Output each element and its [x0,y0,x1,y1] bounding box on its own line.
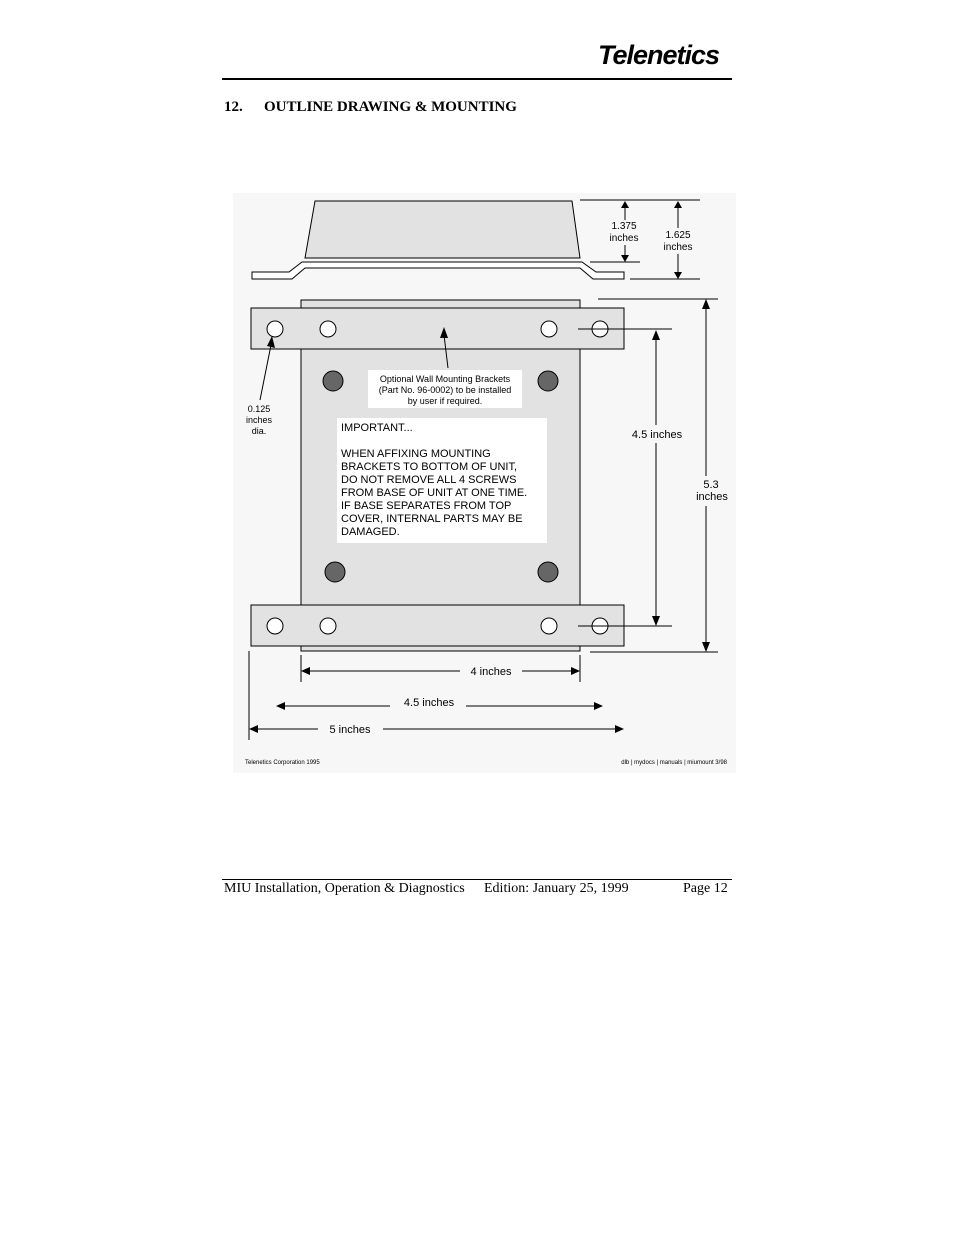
section-title: OUTLINE DRAWING & MOUNTING [264,99,517,115]
footer-doc-title: MIU Installation, Operation & Diagnostics [224,881,465,896]
dim-label-1625-unit: inches [663,242,693,253]
unit-foot [325,562,345,582]
drawing-file-path: dlb | mydocs | manuals | miumount 3/98 [621,760,727,766]
important-line: DAMAGED. [341,526,400,538]
important-line: BRACKETS TO BOTTOM OF UNIT, [341,461,518,473]
unit-foot [538,562,558,582]
dim-label-1375: 1.375 [611,221,637,232]
unit-foot [323,371,343,391]
hole-dia-label: inches [245,415,273,425]
important-heading: IMPORTANT... [341,422,413,434]
bracket-hole [541,618,557,634]
important-line: FROM BASE OF UNIT AT ONE TIME. [341,487,528,499]
bottom-bracket [251,605,624,646]
dim-label-1625: 1.625 [665,230,691,241]
side-view-cover [305,201,580,258]
bracket-hole [267,618,283,634]
dim-label-5: 5 inches [329,724,371,736]
bracket-note-line: by user if required. [407,396,483,406]
important-line: DO NOT REMOVE ALL 4 SCREWS [341,474,517,486]
dim-label-53: 5.3 [703,479,719,491]
bracket-hole [267,321,283,337]
important-line: COVER, INTERNAL PARTS MAY BE [341,513,523,525]
outline-drawing [233,193,736,773]
bracket-note-line: (Part No. 96-0002) to be installed [378,385,512,395]
dim-label-1375-unit: inches [609,233,639,244]
bracket-hole [541,321,557,337]
dim-label-45-horizontal: 4.5 inches [403,697,455,709]
company-logo: Telenetics [598,40,720,70]
footer-edition: Edition: January 25, 1999 [484,881,629,896]
hole-dia-label: 0.125 [247,404,271,414]
footer-page-number: Page 12 [683,881,728,896]
section-number: 12. [224,99,243,115]
unit-foot [538,371,558,391]
header-rule [222,78,732,80]
footer-rule [222,879,732,880]
bracket-note-line: Optional Wall Mounting Brackets [379,374,511,384]
top-bracket [251,308,624,349]
bracket-hole [320,321,336,337]
drawing-copyright: Telenetics Corporation 1995 [245,760,320,766]
dim-label-4: 4 inches [470,666,512,678]
hole-dia-label: dia. [251,426,267,436]
dim-label-53-unit: inches [696,491,728,503]
bracket-hole [320,618,336,634]
important-line: IF BASE SEPARATES FROM TOP [341,500,512,512]
section-heading [224,99,517,116]
dim-label-45-vertical: 4.5 inches [631,429,683,441]
important-line: WHEN AFFIXING MOUNTING [341,448,491,460]
